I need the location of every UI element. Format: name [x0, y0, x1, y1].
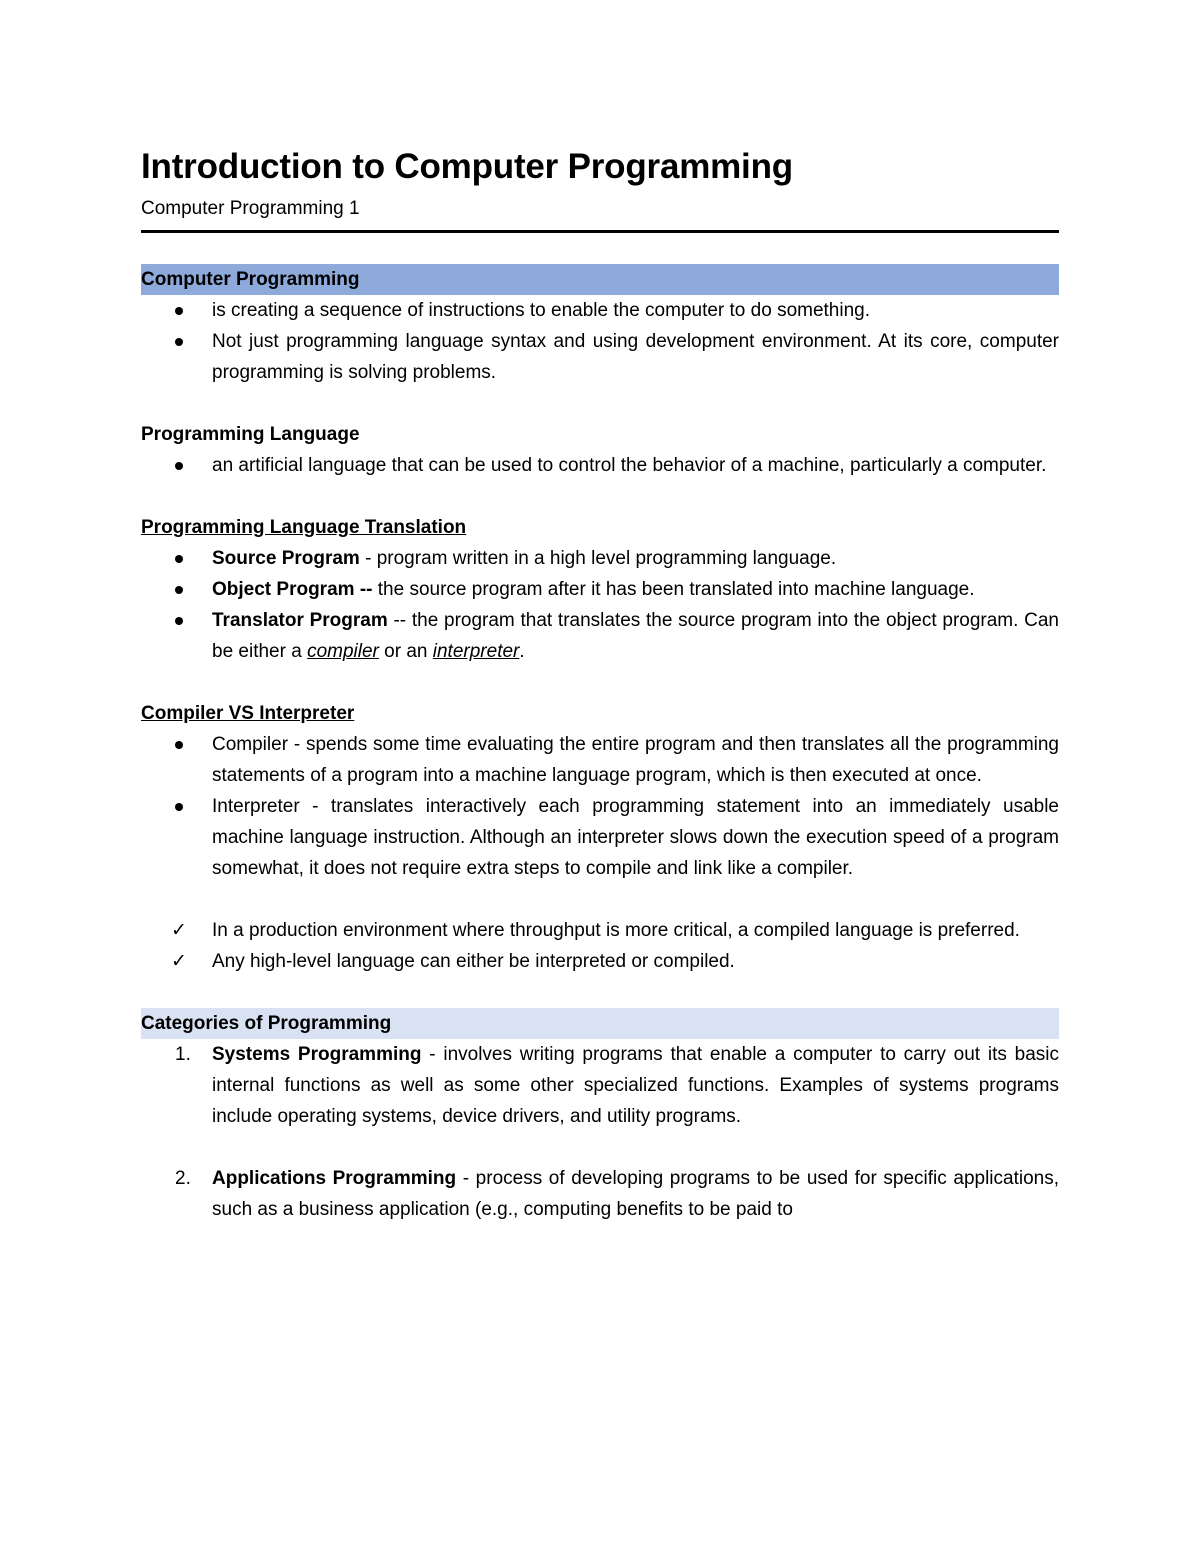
page-subtitle: Computer Programming 1 [141, 197, 1059, 233]
interpreter-term: interpreter [432, 641, 520, 662]
section-heading: Compiler VS Interpreter [141, 703, 355, 724]
list-item: Not just programming language syntax and using development environment. At its core, computer programming is solving problems. [141, 326, 1059, 388]
document-content [141, 143, 1059, 1225]
checklist-item: ✓ In a production environment where throughput is more critical, a compiled language is preferred. [141, 915, 1059, 946]
item-number: 1. [175, 1044, 191, 1065]
bullet-icon [175, 462, 183, 470]
term-label: Translator Program [212, 610, 388, 631]
list-item: an artificial language that can be used to control the behavior of a machine, particularly a computer. [141, 450, 1059, 481]
list-item: Source Program - program written in a high level programming language. [141, 543, 1059, 574]
section-categories [141, 1008, 1059, 1225]
section-computer-programming [141, 264, 1059, 388]
bullet-icon [175, 617, 183, 625]
term-label: Source Program [212, 548, 360, 569]
bullet-icon [175, 586, 183, 594]
page-title: Introduction to Computer Programming [141, 147, 793, 186]
checklist [141, 915, 1059, 977]
section-translation [141, 512, 1059, 667]
list-item: Interpreter - translates interactively each programming statement into an immediately usable machine language instruction. Although an interpreter slows down the execution speed of a program somewhat, it does not require extra steps to compile and link like a compiler. [141, 791, 1059, 884]
checklist-item: ✓ Any high-level language can either be interpreted or compiled. [141, 946, 1059, 977]
bullet-list [141, 543, 1059, 667]
list-item: Object Program -- the source program after it has been translated into machine language. [141, 574, 1059, 605]
term-label: Systems Programming [212, 1044, 422, 1065]
bullet-icon [175, 307, 183, 315]
section-heading: Categories of Programming [141, 1008, 1059, 1039]
list-item: 2. Applications Programming - process of developing programs to be used for specific applications, such as a business application (e.g., computing benefits to be paid to [141, 1163, 1059, 1225]
section-heading: Computer Programming [141, 264, 1059, 295]
bullet-icon [175, 555, 183, 563]
bullet-list [141, 450, 1059, 481]
section-heading: Programming Language Translation [141, 517, 467, 538]
bullet-list [141, 295, 1059, 388]
compiler-term: compiler [307, 641, 379, 662]
bullet-list [141, 729, 1059, 884]
bullet-icon [175, 741, 183, 749]
list-item: Compiler - spends some time evaluating the entire program and then translates all the programming statements of a program into a machine language program, which is then executed at once. [141, 729, 1059, 791]
numbered-list [141, 1039, 1059, 1225]
list-item: is creating a sequence of instructions to enable the computer to do something. [141, 295, 1059, 326]
list-item: 1. Systems Programming - involves writing programs that enable a computer to carry out its basic internal functions as well as some other specialized functions. Examples of systems programs include operating systems, device drivers, and utility programs. [141, 1039, 1059, 1132]
section-heading: Programming Language [141, 424, 360, 445]
checkmark-icon: ✓ [171, 951, 187, 972]
list-item: Translator Program -- the program that translates the source program into the object program. Can be either a compiler or an interpreter. [141, 605, 1059, 667]
bullet-icon [175, 803, 183, 811]
section-compiler-vs-interpreter [141, 698, 1059, 977]
section-programming-language [141, 419, 1059, 481]
bullet-icon [175, 338, 183, 346]
term-label: Applications Programming [212, 1168, 457, 1189]
item-number: 2. [175, 1168, 191, 1189]
checkmark-icon: ✓ [171, 920, 187, 941]
term-label: Object Program -- [212, 579, 373, 600]
